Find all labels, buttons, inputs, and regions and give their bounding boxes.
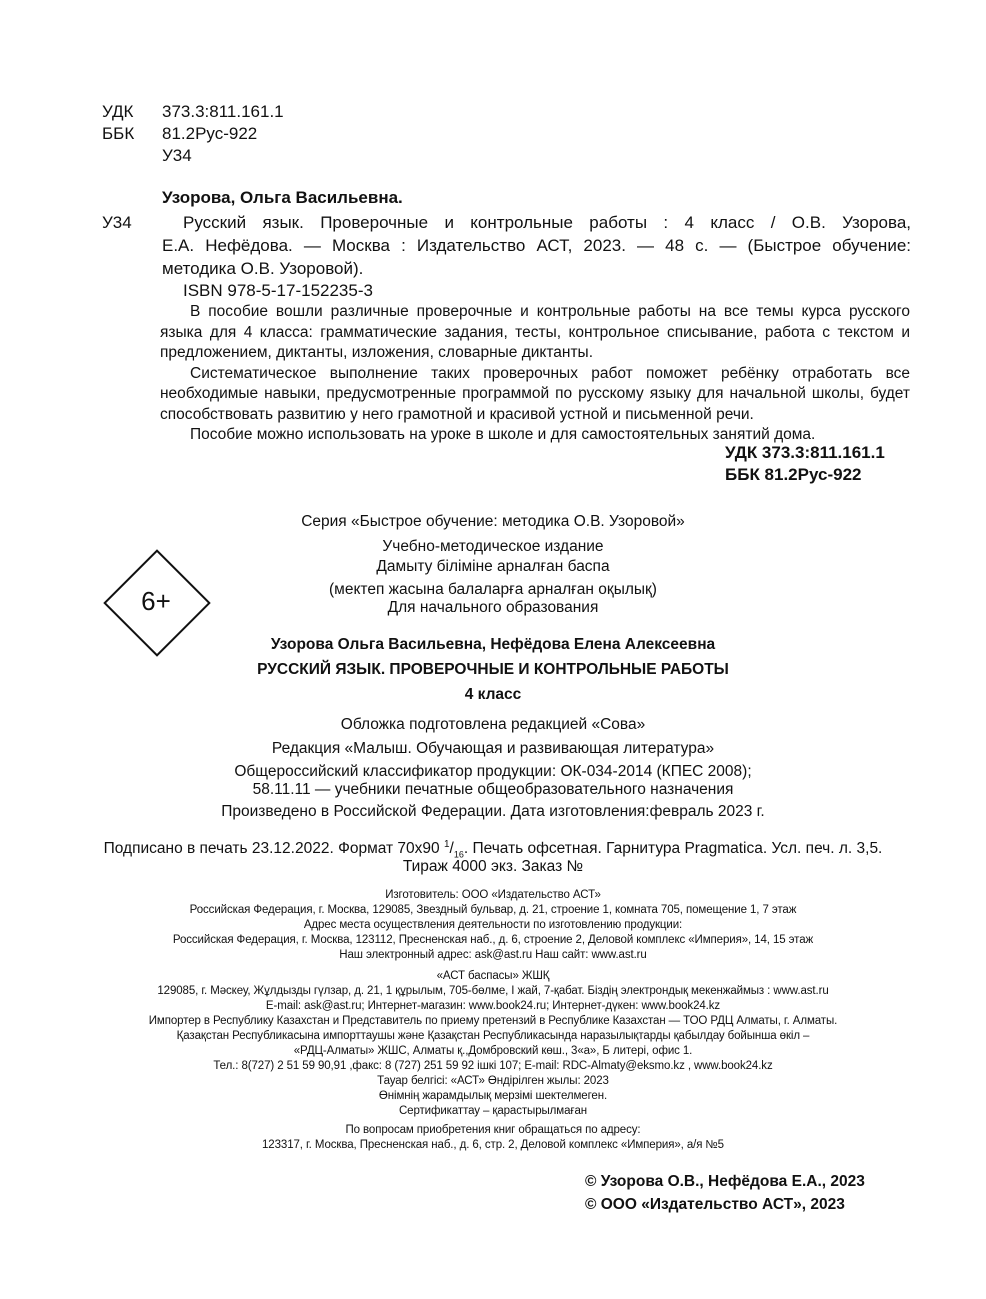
imprint-line: По вопросам приобретения книг обращаться по адресу: — [345, 1124, 641, 1136]
imprint-line: «РДЦ-Алматы» ЖШС, Алматы қ.,Домбровский көш., 3«а», Б литері, офис 1. — [293, 1045, 693, 1057]
bbk-label-top: ББК — [102, 124, 135, 143]
imprint-line: Российская Федерация, г. Москва, 123112, Пресненская наб., д. 6, строение 2, Деловой комплекс «Империя», 14, 15 этаж — [172, 934, 814, 946]
series: Серия «Быстрое обучение: методика О.В. Узоровой» — [301, 513, 685, 530]
imprint-line: Российская Федерация, г. Москва, 129085, Звездный бульвар, д. 21, строение 1, комната 705, помещение 1, 7 этаж — [189, 904, 797, 916]
imprint-line: Адрес места осуществления деятельности по изготовлению продукции: — [303, 919, 683, 931]
bbk-value-top: 81.2Рус-922 — [162, 124, 258, 143]
book-title: РУССКИЙ ЯЗЫК. ПРОВЕРОЧНЫЕ И КОНТРОЛЬНЫЕ РАБОТЫ — [257, 661, 729, 678]
imprint-line: Тел.: 8(727) 2 51 59 90,91 ,факс: 8 (727) 251 59 92 ішкі 107; E-mail: RDC-Almaty@eksmo.kz , www.book24.kz — [213, 1060, 773, 1072]
imprint-line: «АСТ баспасы» ЖШҚ — [436, 970, 550, 982]
print-run: Тираж 4000 экз. Заказ № — [402, 858, 584, 875]
record-title-line2: Е.А. Нефёдова. — Москва : Издательство АСТ, 2023. — 48 с. — (Быстрое обучение: — [162, 236, 911, 255]
classifier-line1: Общероссийский классификатор продукции: ОК-034-2014 (КПЕС 2008); — [234, 763, 752, 780]
copyright-publisher: © ООО «Издательство АСТ», 2023 — [585, 1196, 845, 1213]
author-mark-top: У34 — [162, 146, 192, 165]
classifier-line2: 58.11.11 — учебники печатные общеобразовательного назначения — [252, 781, 734, 798]
imprint-line: 123317, г. Москва, Пресненская наб., д. 6, стр. 2, Деловой комплекс «Империя», а/я №5 — [262, 1139, 724, 1151]
imprint-line: 129085, г. Мәскеу, Жұлдызды гүлзар, д. 21, 1 құрылым, 705-бөлме, І жай, 7-қабат. Біздің электрондық мекенжаймыз : www.ast.ru — [157, 985, 829, 997]
imprint-line: Изготовитель: ООО «Издательство АСТ» — [385, 889, 601, 901]
edition-type-kz-school: (мектеп жасына балаларға арналған оқылық) — [329, 581, 657, 598]
imprint-line: E-mail: ask@ast.ru; Интернет-магазин: www.book24.ru; Интернет-дүкен: www.book24.kz — [265, 1000, 721, 1012]
udk-value-top: 373.3:811.161.1 — [162, 102, 284, 121]
udk-bottom: УДК 373.3:811.161.1 — [725, 443, 885, 462]
abstract — [160, 302, 910, 446]
imprint-line: Сертификаттау – қарастырылмаған — [398, 1105, 588, 1117]
imprint-line: Өнімнің жарамдылық мерзімі шектелмеген. — [378, 1090, 608, 1102]
age-rating: 6+ — [141, 586, 171, 616]
cover-credit: Обложка подготовлена редакцией «Сова» — [340, 716, 646, 733]
editorial: Редакция «Малыш. Обучающая и развивающая литература» — [271, 740, 715, 757]
produced: Произведено в Российской Федерации. Дата изготовления:февраль 2023 г. — [221, 803, 765, 820]
record-title-line1: Русский язык. Проверочные и контрольные работы : 4 класс / О.В. Узорова, — [183, 213, 911, 232]
record-title-line3: методика О.В. Узоровой). — [162, 259, 364, 278]
edition-type-primary: Для начального образования — [387, 599, 599, 616]
isbn: ISBN 978-5-17-152235-3 — [183, 281, 373, 300]
edition-type-ru: Учебно-методическое издание — [382, 538, 604, 555]
record-mark: У34 — [102, 213, 132, 232]
udk-label-top: УДК — [102, 102, 134, 121]
imprint-line: Импортер в Республику Казахстан и Представитель по приему претензий в Республике Казахстан — ТОО РДЦ Алматы, г. Алматы. — [148, 1015, 838, 1027]
abstract-paragraph: Пособие можно использовать на уроке в школе и для самостоятельных занятий дома. — [190, 426, 816, 443]
imprint-line: Қазақстан Республикасына импорттаушы және Қазақстан Республикасында наразылықтарды қабылдау бойынша өкіл – — [176, 1030, 810, 1042]
copyright-authors: © Узорова О.В., Нефёдова Е.А., 2023 — [585, 1173, 865, 1190]
edition-type-kz: Дамыту біліміне арналған баспа — [376, 558, 610, 575]
print-signed: Подписано в печать 23.12.2022. Формат 70х90 $^1/_{16}$. Печать офсетная. Гарнитура Pragmatica. Усл. печ. л. 3,5. — [103, 839, 883, 860]
abstract-paragraph: Систематическое выполнение таких проверочных работ поможет ребёнку отработать все необходимые навыки, предусмотренные программой по русскому языку для начальной школы, будет способствовать развитию у него грамотной и красивой устной и письменной речи. — [160, 364, 910, 423]
imprint-line: Наш электронный адрес: ask@ast.ru Наш сайт: www.ast.ru — [339, 949, 647, 961]
imprint-line: Тауар белгісі: «АСТ» Өндірілген жылы: 2023 — [377, 1075, 609, 1087]
author-heading: Узорова, Ольга Васильевна. — [162, 188, 403, 207]
grade: 4 класс — [464, 686, 522, 703]
bbk-bottom: ББК 81.2Рус-922 — [725, 465, 862, 484]
authors: Узорова Ольга Васильевна, Нефёдова Елена Алексеевна — [270, 636, 716, 653]
abstract-paragraph: В пособие вошли различные проверочные и контрольные работы на все темы курса русского языка для 4 класса: грамматические задания, тесты, контрольное списывание, работа с текстом и предложением, диктанты, изложения, словарные диктанты. — [160, 303, 910, 361]
